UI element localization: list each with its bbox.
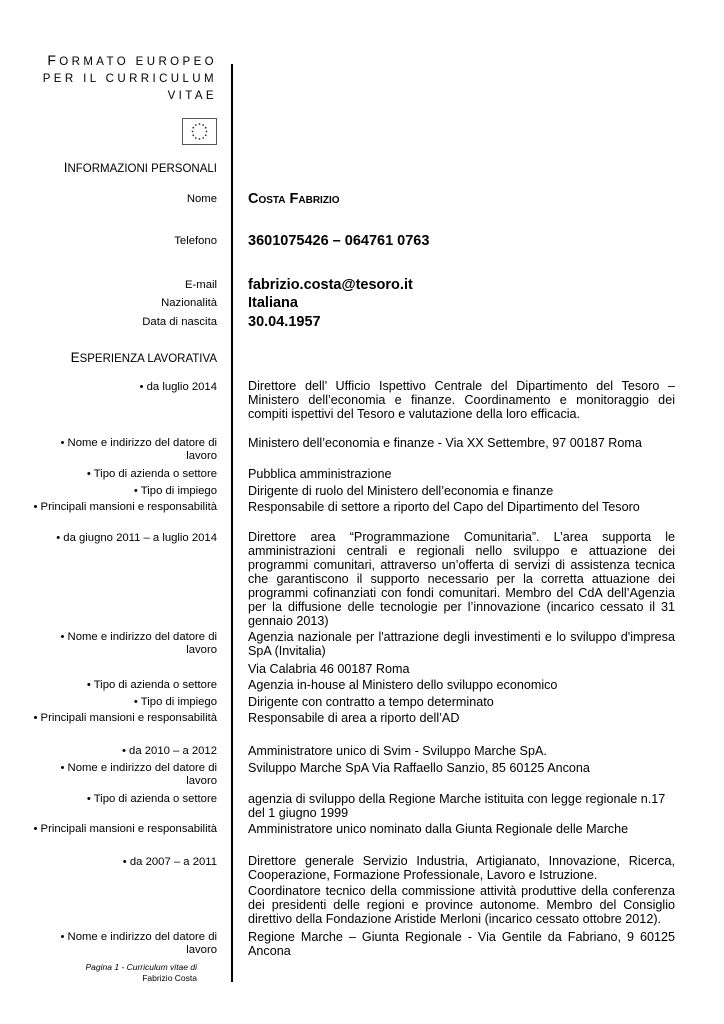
employer-value: Sviluppo Marche SpA Via Raffaello Sanzio, 85 60125 Ancona [248,761,590,775]
employer-label: • Nome e indirizzo del datore di lavoro [60,437,217,462]
duties-value: Responsabile di settore a riporto del Capo del Dipartimento del Tesoro [248,500,640,514]
employer-label: • Nome e indirizzo del datore di lavoro [60,931,217,956]
sector-value: agenzia di sviluppo della Regione Marche istituita con legge regionale n.17 del 1 giugno 1999 [248,792,666,820]
phone-value: 3601075426 – 064761 0763 [248,233,430,249]
job-value: Dirigente di ruolo del Ministero dell’economia e finanze [248,484,554,498]
eu-flag-icon [182,118,217,145]
nationality-label: Nazionalità [161,297,217,309]
duties-label: • Principali mansioni e responsabilità [33,712,217,724]
footer-line-2: Fabrizio Costa [142,973,197,983]
sector-label: • Tipo di azienda o settore [86,793,217,805]
entry-date: • da luglio 2014 [139,381,217,393]
page-footer [86,962,198,984]
entry-description: Amministratore unico di Svim - Sviluppo Marche SpA. [248,744,547,758]
duties-value: Responsabile di area a riporto dell’AD [248,711,460,725]
duties-label: • Principali mansioni e responsabilità [33,501,217,513]
sector-label: • Tipo di azienda o settore [86,679,217,691]
employer-value: Agenzia nazionale per l'attrazione degli investimenti e lo sviluppo d'impresa SpA (Invitalia) [248,630,675,658]
duties-value: Amministratore unico nominato dalla Giunta Regionale delle Marche [248,822,629,836]
email-label: E-mail [184,279,217,291]
title-line-1: ORMATO EUROPEO [59,56,217,68]
entry-description: Direttore area “Programmazione Comunitaria”. L’area supporta le amministrazioni centrali e regionali nello sviluppo e attuazione dei programmi comunitari, attraverso un’offerta di servizi di assistenza tecnica che garantiscono il supporto necessario per la corretta attuazione dei programmi cofinanziati con fondi comunitari. Membro del CdA dell’Agenzia per la diffusione delle tecnologie per l’innovazione (incarico cessato il 31 gennaio 2013) [248,530,675,628]
entry-description-2: Coordinatore tecnico della commissione attività produttive della conferenza dei presidenti delle regioni e province autonome. Membro del Consiglio direttivo della Fondazione Aristide Merloni (incarico cessato ottobre 2012). [248,884,675,926]
experience-heading: ESPERIENZA LAVORATIVA [70,350,217,365]
sector-label: • Tipo di azienda o settore [86,468,217,480]
employer-value: Ministero dell’economia e finanze - Via XX Settembre, 97 00187 Roma [248,436,642,450]
title-line-3: VITAE [167,90,217,102]
employer-label: • Nome e indirizzo del datore di lavoro [60,631,217,656]
nationality-value: Italiana [248,295,298,311]
name-value: Costa Fabrizio [248,191,340,207]
personal-info-heading: INFORMAZIONI PERSONALI [63,160,217,175]
email-value: fabrizio.costa@tesoro.it [248,277,413,293]
duties-label: • Principali mansioni e responsabilità [33,823,217,835]
sector-value: Pubblica amministrazione [248,467,392,481]
name-label: Nome [186,193,217,205]
entry-date: • da 2010 – a 2012 [121,745,217,757]
footer-line-1: Pagina 1 - Curriculum vitae di [85,962,197,972]
sector-value: Agenzia in-house al Ministero dello sviluppo economico [248,678,558,692]
phone-label: Telefono [174,235,217,247]
employer-address: Via Calabria 46 00187 Roma [248,662,410,676]
title-initial: F [47,52,60,68]
cv-title [43,52,217,105]
job-value: Dirigente con contratto a tempo determinato [248,695,494,709]
birth-label: Data di nascita [142,316,217,328]
job-label: • Tipo di impiego [133,696,217,708]
entry-date: • da giugno 2011 – a luglio 2014 [56,532,217,544]
employer-value: Regione Marche – Giunta Regionale - Via Gentile da Fabriano, 9 60125 Ancona [248,930,675,958]
job-label: • Tipo di impiego [133,485,217,497]
entry-description: Direttore generale Servizio Industria, Artigianato, Innovazione, Ricerca, Cooperazione, Formazione Professionale, Lavoro e Istruzione. [248,854,675,882]
title-line-2: PER IL CURRICULUM [42,73,217,85]
birth-value: 30.04.1957 [248,314,321,330]
employer-label: • Nome e indirizzo del datore di lavoro [60,762,217,787]
entry-date: • da 2007 – a 2011 [122,856,217,868]
entry-description: Direttore dell’ Ufficio Ispettivo Centrale del Dipartimento del Tesoro – Ministero dell’economia e finanze. Coordinamento e monitoraggio dei compiti ispettivi del Tesoro e valutazione della loro efficacia. [248,379,675,421]
vertical-divider [231,64,233,982]
